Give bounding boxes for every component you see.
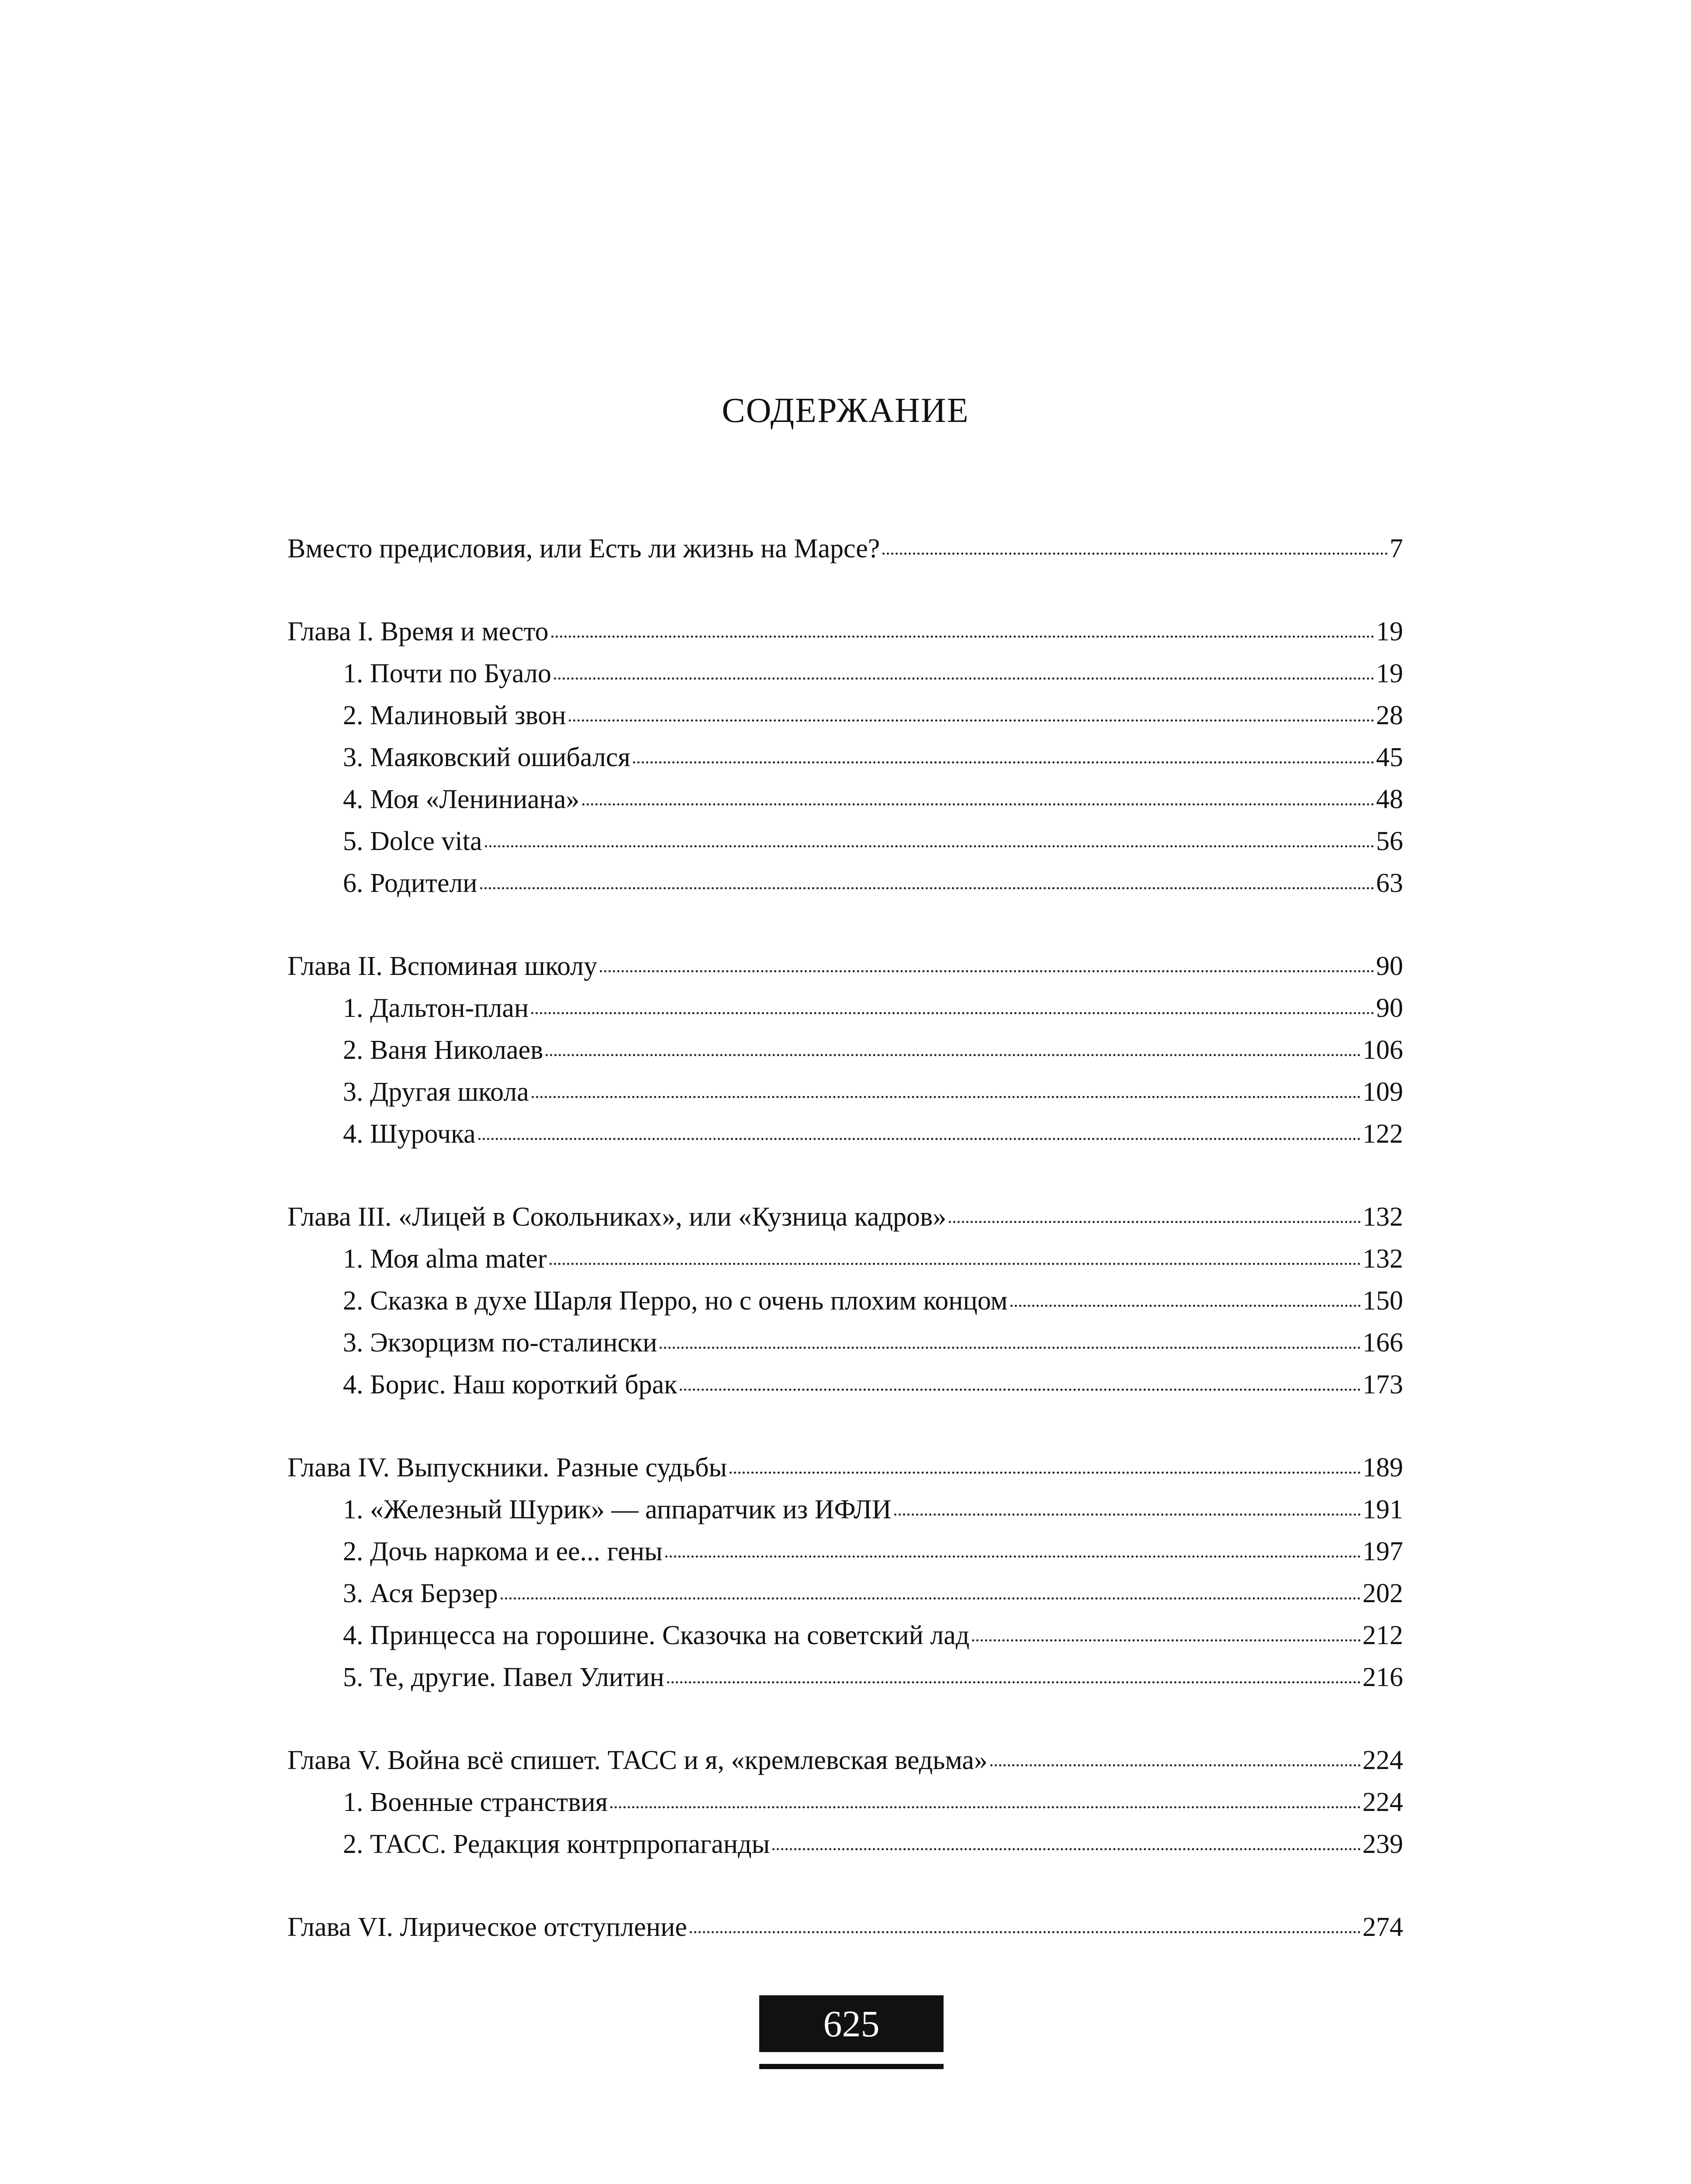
toc-chapter-entry bbox=[287, 953, 1403, 980]
entry-title: 2. ТАСС. Редакция контрпропаганды bbox=[343, 1829, 770, 1859]
toc-section-entry bbox=[343, 1580, 1403, 1607]
toc-section-entry bbox=[343, 1371, 1403, 1398]
entry-page-number: 109 bbox=[1362, 1077, 1403, 1107]
entry-title: Глава IV. Выпускники. Разные судьбы bbox=[287, 1453, 727, 1482]
entry-title: 4. Принцесса на горошине. Сказочка на советский лад bbox=[343, 1621, 970, 1650]
toc-section-entry bbox=[343, 1538, 1403, 1565]
toc-chapter-entry bbox=[287, 1914, 1403, 1941]
entry-page-number: 90 bbox=[1376, 951, 1403, 981]
entry-title: Вместо предисловия, или Есть ли жизнь на Марсе? bbox=[287, 534, 880, 563]
entry-page-number: 212 bbox=[1362, 1621, 1403, 1650]
entry-page-number: 274 bbox=[1362, 1912, 1403, 1942]
entry-page-number: 122 bbox=[1362, 1119, 1403, 1149]
entry-page-number: 19 bbox=[1376, 617, 1403, 646]
entry-page-number: 7 bbox=[1390, 534, 1403, 563]
entry-title: 4. Моя «Лениниана» bbox=[343, 784, 580, 814]
toc-chapter-entry bbox=[287, 1454, 1403, 1481]
entry-title: 1. «Железный Шурик» — аппаратчик из ИФЛИ bbox=[343, 1495, 892, 1524]
toc-chapter-entry bbox=[287, 618, 1403, 645]
entry-title: 1. Военные странствия bbox=[343, 1787, 608, 1817]
toc-section-entry bbox=[343, 702, 1403, 729]
dot-leader bbox=[478, 1138, 1361, 1140]
page-number-box bbox=[759, 1995, 944, 2052]
toc-section-entry bbox=[343, 1329, 1403, 1356]
toc-section-entry bbox=[343, 1622, 1403, 1649]
page-number: 625 bbox=[823, 2003, 880, 2045]
entry-title: Глава II. Вспоминая школу bbox=[287, 951, 598, 981]
dot-leader bbox=[582, 803, 1374, 805]
entry-page-number: 48 bbox=[1376, 784, 1403, 814]
dot-leader bbox=[665, 1555, 1361, 1558]
entry-title: 3. Экзорцизм по-сталински bbox=[343, 1328, 657, 1358]
toc-section-entry bbox=[343, 786, 1403, 813]
entry-page-number: 150 bbox=[1362, 1286, 1403, 1316]
entry-title: 3. Маяковский ошибался bbox=[343, 743, 631, 772]
toc-chapter-entry bbox=[287, 1747, 1403, 1774]
dot-leader bbox=[546, 1054, 1361, 1056]
entry-title: 1. Моя alma mater bbox=[343, 1244, 547, 1274]
toc-section-entry bbox=[343, 1037, 1403, 1064]
toc-intro-entry bbox=[287, 535, 1403, 562]
entry-title: 1. Дальтон-план bbox=[343, 993, 529, 1023]
entry-title: Глава I. Время и место bbox=[287, 617, 549, 646]
dot-leader bbox=[894, 1514, 1361, 1516]
entry-title: 4. Шурочка bbox=[343, 1119, 476, 1149]
page-number-rule bbox=[759, 2064, 944, 2069]
toc-section-entry bbox=[343, 1496, 1403, 1523]
entry-title: 6. Родители bbox=[343, 868, 477, 898]
entry-page-number: 197 bbox=[1362, 1537, 1403, 1566]
dot-leader bbox=[480, 887, 1374, 889]
entry-page-number: 63 bbox=[1376, 868, 1403, 898]
entry-page-number: 191 bbox=[1362, 1495, 1403, 1524]
toc-section-entry bbox=[343, 1120, 1403, 1147]
toc-chapter-entry bbox=[287, 1203, 1403, 1230]
entry-title: 2. Малиновый звон bbox=[343, 701, 566, 730]
toc-section-entry bbox=[343, 828, 1403, 855]
dot-leader bbox=[501, 1597, 1361, 1600]
entry-title: 2. Сказка в духе Шарля Перро, но с очень плохим концом bbox=[343, 1286, 1008, 1316]
toc-section-entry bbox=[343, 744, 1403, 771]
entry-page-number: 173 bbox=[1362, 1370, 1403, 1400]
dot-leader bbox=[730, 1472, 1361, 1474]
dot-leader bbox=[990, 1764, 1361, 1766]
toc-section-entry bbox=[343, 870, 1403, 897]
entry-page-number: 224 bbox=[1362, 1745, 1403, 1775]
entry-page-number: 28 bbox=[1376, 701, 1403, 730]
entry-page-number: 90 bbox=[1376, 993, 1403, 1023]
dot-leader bbox=[551, 636, 1374, 638]
dot-leader bbox=[680, 1389, 1361, 1391]
dot-leader bbox=[667, 1681, 1361, 1683]
entry-title: 1. Почти по Буало bbox=[343, 659, 552, 688]
entry-title: 4. Борис. Наш короткий брак bbox=[343, 1370, 678, 1400]
dot-leader bbox=[972, 1639, 1361, 1641]
page-title: СОДЕРЖАНИЕ bbox=[722, 391, 969, 430]
dot-leader bbox=[569, 719, 1374, 722]
entry-page-number: 132 bbox=[1362, 1244, 1403, 1274]
entry-title: 2. Дочь наркома и ее... гены bbox=[343, 1537, 663, 1566]
entry-title: Глава III. «Лицей в Сокольниках», или «Кузница кадров» bbox=[287, 1202, 947, 1232]
toc-section-entry bbox=[343, 1078, 1403, 1106]
toc-section-entry bbox=[343, 1245, 1403, 1272]
toc-section-entry bbox=[343, 1831, 1403, 1858]
entry-title: 5. Dolce vita bbox=[343, 826, 482, 856]
dot-leader bbox=[1010, 1305, 1361, 1307]
dot-leader bbox=[690, 1931, 1361, 1933]
dot-leader bbox=[772, 1848, 1361, 1850]
toc-section-entry bbox=[343, 1664, 1403, 1691]
entry-page-number: 239 bbox=[1362, 1829, 1403, 1859]
toc-section-entry bbox=[343, 1287, 1403, 1314]
dot-leader bbox=[550, 1263, 1361, 1265]
dot-leader bbox=[485, 845, 1374, 847]
dot-leader bbox=[949, 1221, 1361, 1223]
entry-title: Глава VI. Лирическое отступление bbox=[287, 1912, 687, 1942]
toc-section-entry bbox=[343, 1789, 1403, 1816]
entry-page-number: 106 bbox=[1362, 1035, 1403, 1065]
dot-leader bbox=[660, 1347, 1361, 1349]
toc-section-entry bbox=[343, 660, 1403, 687]
entry-page-number: 216 bbox=[1362, 1662, 1403, 1692]
entry-page-number: 166 bbox=[1362, 1328, 1403, 1358]
entry-title: Глава V. Война всё спишет. ТАСС и я, «кремлевская ведьма» bbox=[287, 1745, 988, 1775]
entry-page-number: 19 bbox=[1376, 659, 1403, 688]
dot-leader bbox=[531, 1012, 1374, 1014]
entry-title: 2. Ваня Николаев bbox=[343, 1035, 543, 1065]
dot-leader bbox=[882, 553, 1388, 555]
dot-leader bbox=[633, 761, 1374, 764]
dot-leader bbox=[554, 677, 1374, 680]
entry-title: 3. Другая школа bbox=[343, 1077, 529, 1107]
entry-title: 5. Те, другие. Павел Улитин bbox=[343, 1662, 664, 1692]
entry-page-number: 132 bbox=[1362, 1202, 1403, 1232]
dot-leader bbox=[610, 1806, 1361, 1808]
entry-page-number: 224 bbox=[1362, 1787, 1403, 1817]
entry-page-number: 56 bbox=[1376, 826, 1403, 856]
toc-section-entry bbox=[343, 995, 1403, 1022]
entry-page-number: 202 bbox=[1362, 1579, 1403, 1608]
dot-leader bbox=[532, 1096, 1361, 1098]
dot-leader bbox=[600, 970, 1374, 972]
entry-page-number: 189 bbox=[1362, 1453, 1403, 1482]
entry-title: 3. Ася Берзер bbox=[343, 1579, 498, 1608]
entry-page-number: 45 bbox=[1376, 743, 1403, 772]
